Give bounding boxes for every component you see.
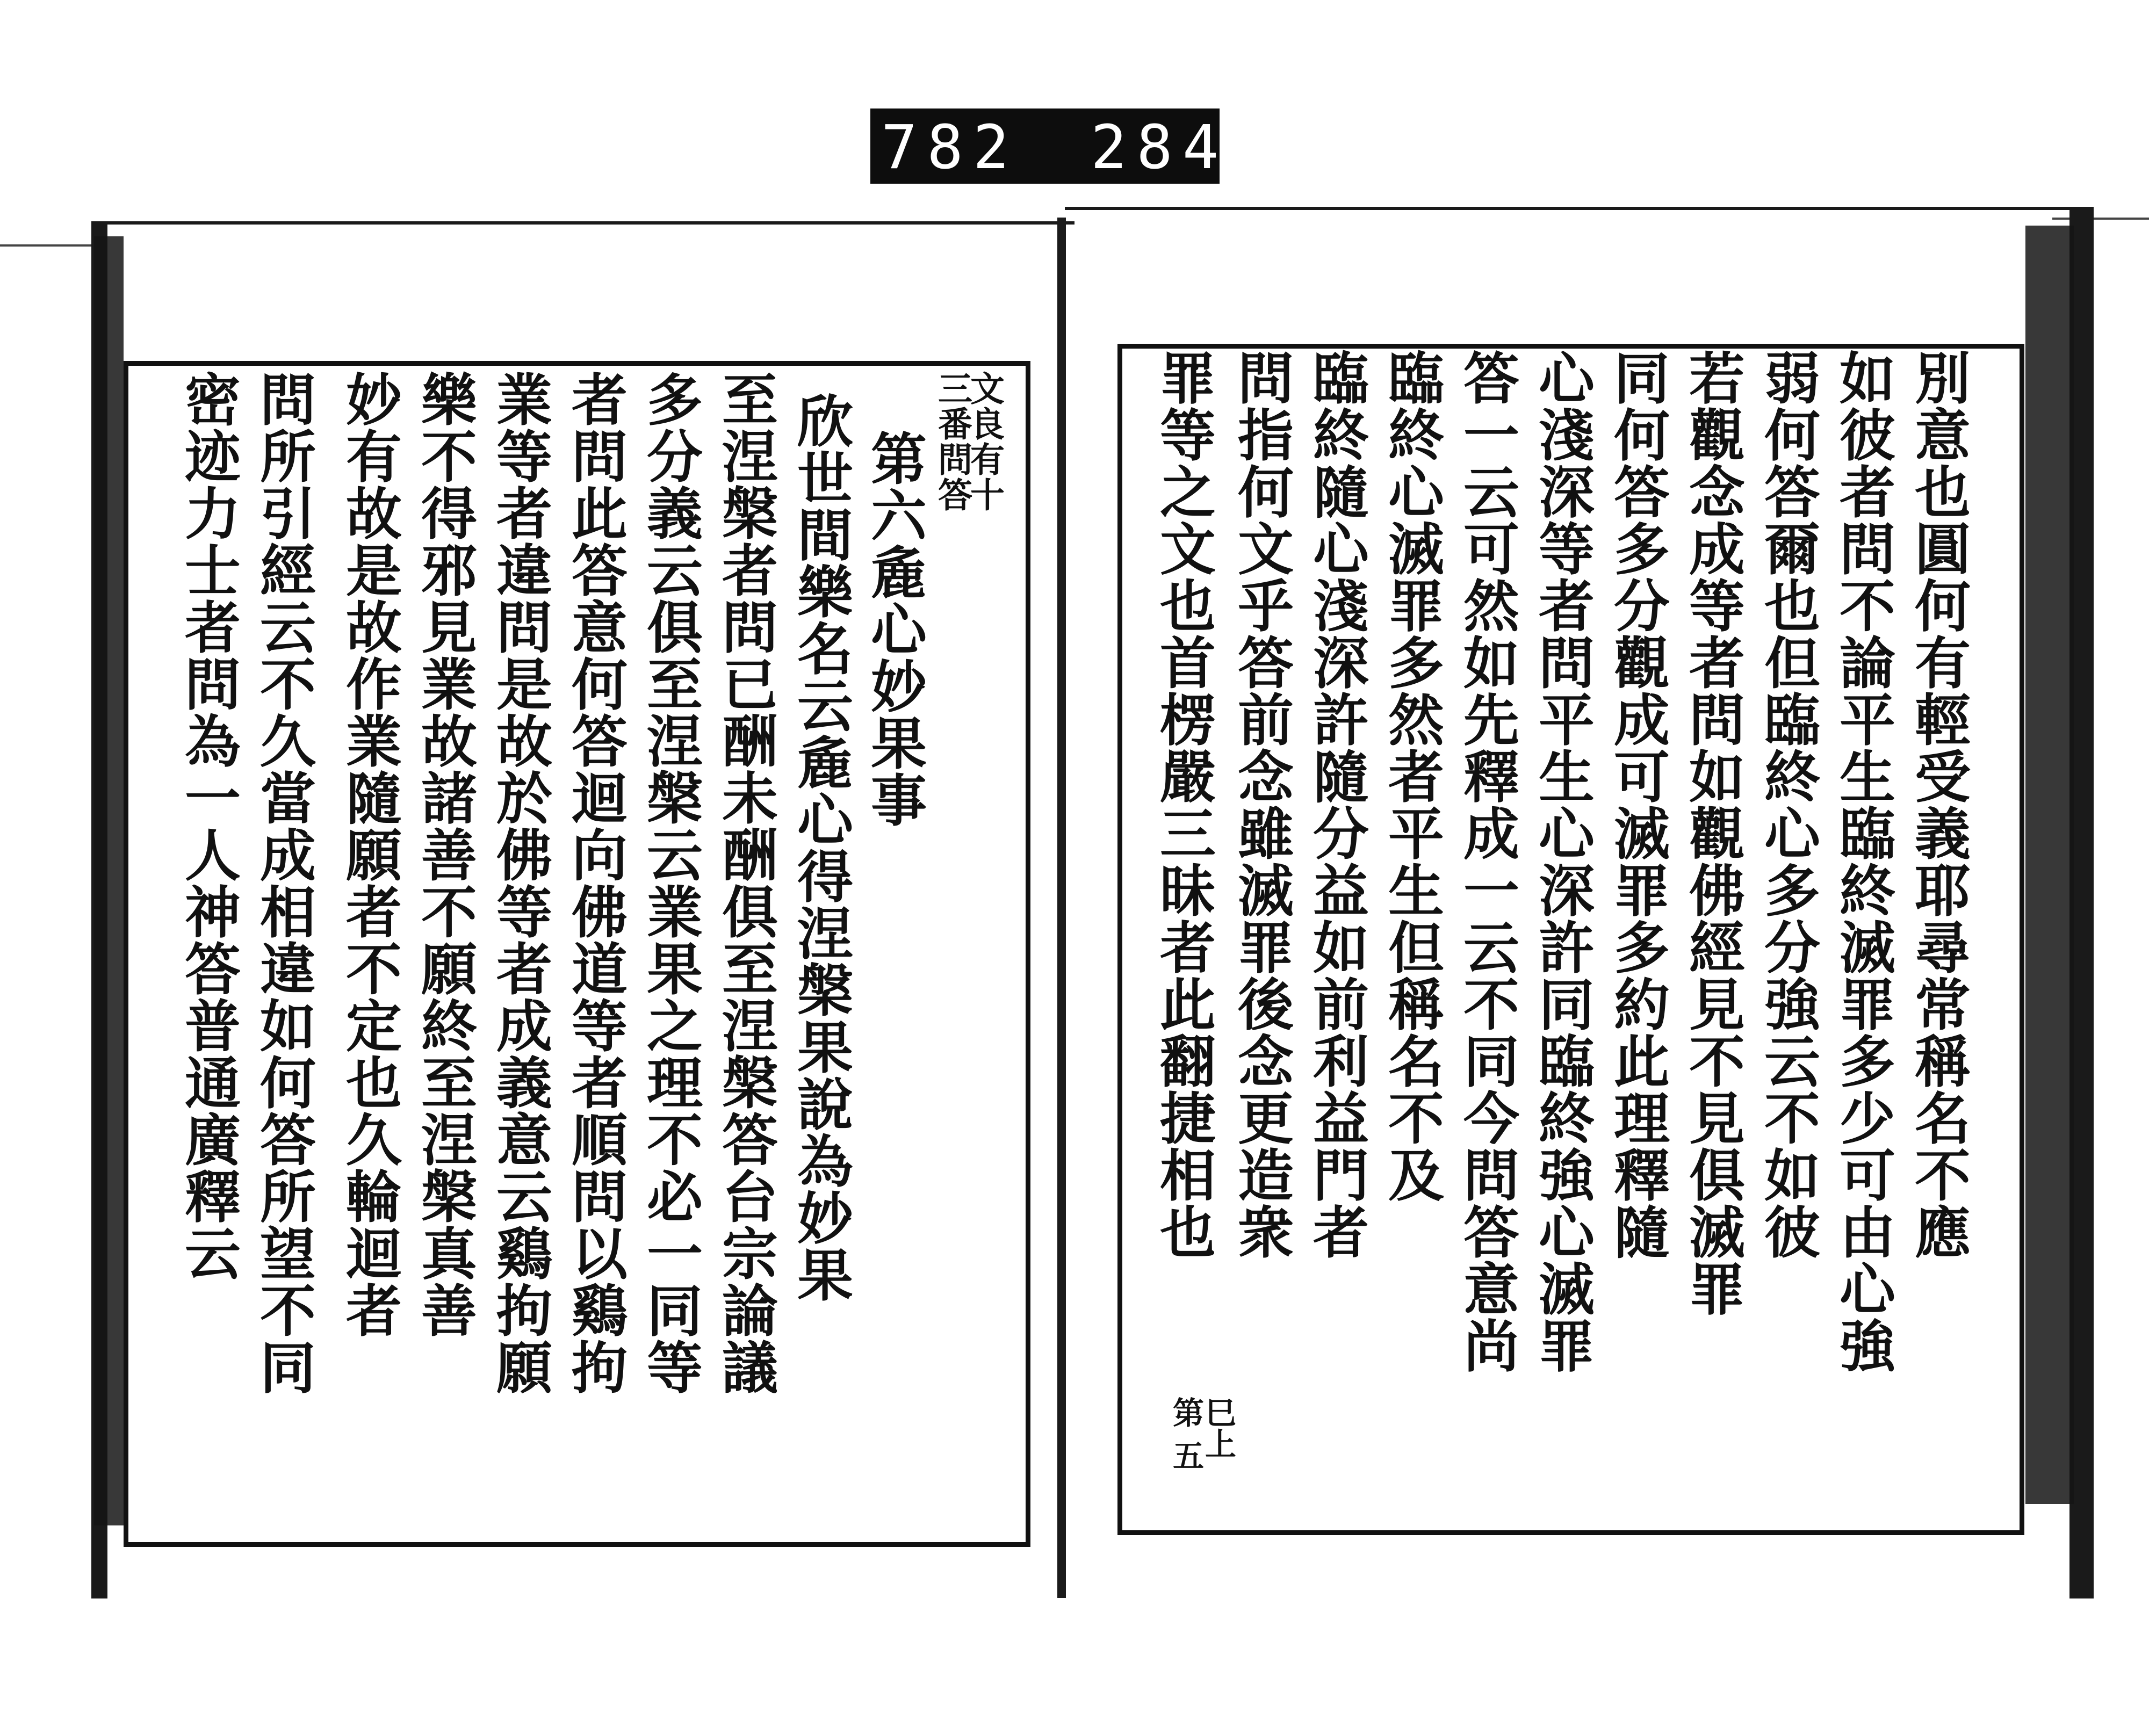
right-column-11: 罪等之文也首楞嚴三昧者此翻捷相也: [1150, 349, 1216, 1260]
right-column-6: 心淺深等者問平生心深許同臨終強心滅罪: [1529, 349, 1595, 1374]
right-column-3: 弱何答爾也但臨終心多分強云不如彼: [1755, 349, 1821, 1260]
folio-mark-1: 第: [1167, 1397, 1204, 1428]
film-number-right: 284: [1091, 113, 1229, 183]
right-column-5: 同何答多分觀成可滅罪多約此理釋隨: [1604, 349, 1670, 1260]
right-column-2: 如彼者問不論平生臨終滅罪多少可由心強: [1830, 349, 1896, 1374]
right-column-4: 若觀念成等者問如觀佛經見不見俱滅罪: [1679, 349, 1746, 1317]
right-column-10: 問指何文乎答前念雖滅罪後念更造衆: [1228, 349, 1294, 1260]
right-column-1: 別意也圓何有輕受義耶尋常稱名不應: [1905, 349, 1971, 1260]
book-spine: [1057, 218, 1066, 1598]
left-column-6: 業等者違問是故於佛等者成義意云鷄拘願: [487, 371, 553, 1395]
left-column-8: 妙有故是故作業隨願者不定也久輪迴者: [336, 371, 402, 1339]
right-edge-shadow: [2025, 226, 2074, 1504]
left-column-2: 欣世間樂名云麁心得涅槃果說為妙果: [788, 392, 854, 1303]
left-column-9: 問所引經云不久當成相違如何答所望不同: [250, 371, 316, 1395]
right-column-7: 答一云可然如先釋成一云不同今問答意尚: [1454, 349, 1520, 1374]
left-column-3: 至涅槃者問已酬未酬俱至涅槃答台宗論議: [712, 371, 778, 1395]
left-edge-shadow: [94, 236, 124, 1525]
left-column-7: 樂不得邪見業故諸善不願終至涅槃真善: [412, 371, 478, 1339]
left-column-4: 多分義云俱至涅槃云業果之理不必一同等: [637, 371, 703, 1395]
left-column-1: 第六麁心妙果事: [861, 430, 927, 828]
right-column-8: 臨終心滅罪多然者平生但稱名不及: [1379, 349, 1445, 1203]
film-number-left: 782: [881, 113, 1019, 183]
note-line-1: 文良有十: [964, 371, 1005, 512]
folio-mark-2: 巳上: [1200, 1397, 1236, 1459]
folio-mark-3: 五: [1167, 1440, 1204, 1471]
left-column-5: 者問此答意何答迴向佛道等者順問以鷄拘: [562, 371, 628, 1395]
left-column-10: 密迹力士者問為一人神答普通廣釋云: [175, 371, 241, 1282]
right-column-9: 臨終隨心淺深許隨分益如前利益門者: [1303, 349, 1369, 1260]
note-line-2: 三番問答: [932, 371, 972, 512]
